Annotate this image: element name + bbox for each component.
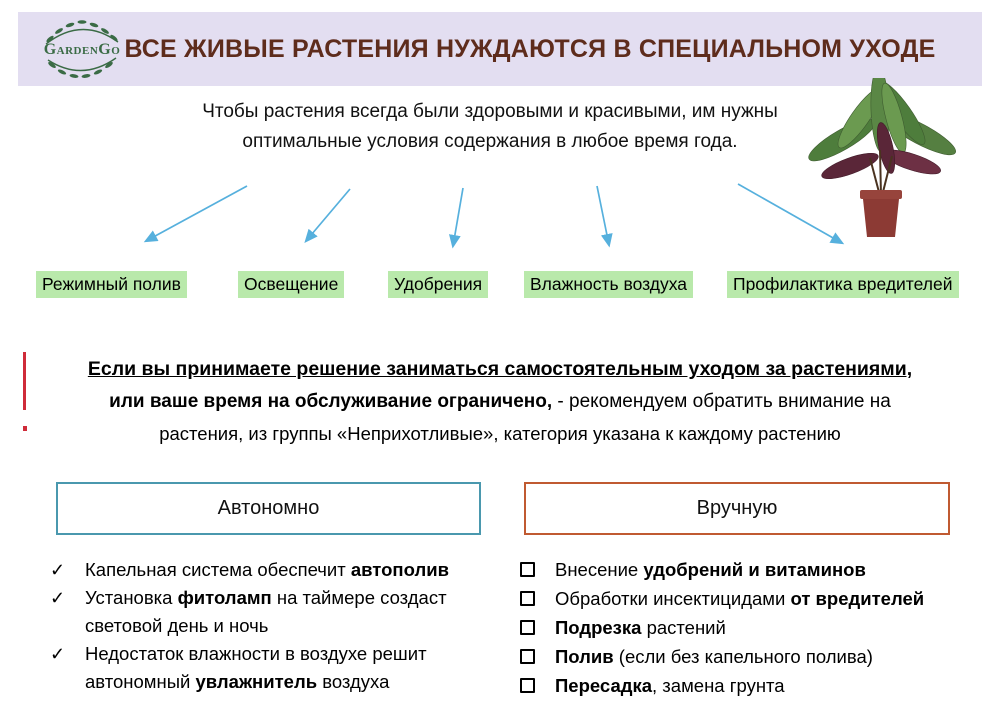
note-line2-rest: - рекомендуем обратить внимание на — [552, 391, 891, 412]
list-item — [50, 556, 462, 584]
list-item — [50, 640, 462, 696]
care-label-lighting: Освещение — [238, 271, 344, 298]
checkmark-icon: ✓ — [50, 644, 66, 664]
list-item — [520, 672, 956, 701]
arrow-to-watering — [146, 186, 247, 241]
list-item-text: Установка фитоламп на таймере создаст световой день и ночь — [85, 587, 447, 636]
list-item-text: Капельная система обеспечит автополив — [85, 559, 449, 580]
list-item — [520, 556, 956, 585]
note-line3: растения, из группы «Неприхотливые», категория указана к каждому растению — [159, 423, 841, 444]
arrow-to-lighting — [306, 189, 350, 241]
checkbox-icon — [520, 556, 555, 585]
checkmark-icon: ✓ — [50, 588, 66, 608]
note-line2 — [35, 386, 965, 418]
list-item-text: Полив (если без капельного полива) — [555, 646, 873, 667]
list-item-text: Подрезка растений — [555, 617, 726, 638]
box-autonomous — [56, 482, 481, 535]
note-line1: Если вы принимаете решение заниматься самостоятельным уходом за растениями, — [87, 358, 913, 380]
list-item — [50, 584, 462, 640]
care-label-fertilizer: Удобрения — [388, 271, 488, 298]
manual-list — [520, 556, 956, 701]
arrow-to-fertilizer — [453, 188, 463, 246]
list-item-text: Недостаток влажности в воздухе решит автономный увлажнитель воздуха — [85, 643, 427, 692]
list-item — [520, 614, 956, 643]
note-paragraph — [35, 352, 965, 449]
page-title: ВСЕ ЖИВЫЕ РАСТЕНИЯ НУЖДАЮТСЯ В СПЕЦИАЛЬНОМ УХОДЕ — [124, 35, 936, 63]
checkbox-icon — [520, 643, 555, 672]
arrow-to-humidity — [597, 186, 609, 245]
header-banner — [18, 12, 982, 86]
list-item-text: Пересадка, замена грунта — [555, 675, 785, 696]
checkbox-icon — [520, 672, 555, 701]
box-manual — [524, 482, 950, 535]
red-accent-line — [23, 352, 26, 410]
box-autonomous-label: Автономно — [217, 497, 320, 519]
list-item — [520, 585, 956, 614]
note-line2-bold: или ваше время на обслуживание ограничено, — [109, 391, 553, 412]
care-label-pests: Профилактика вредителей — [727, 271, 959, 298]
care-label-humidity: Влажность воздуха — [524, 271, 693, 298]
list-item — [520, 643, 956, 672]
list-item-text: Обработки инсектицидами от вредителей — [555, 588, 925, 609]
logo-text: GardenGo — [43, 41, 121, 58]
intro-line-2: оптимальные условия содержания в любое время года. — [242, 131, 738, 152]
box-manual-label: Вручную — [696, 497, 778, 519]
checkbox-icon — [520, 614, 555, 643]
autonomous-list — [50, 556, 462, 696]
checkmark-icon: ✓ — [50, 560, 66, 580]
list-item-text: Внесение удобрений и витаминов — [555, 559, 866, 580]
care-label-watering: Режимный полив — [36, 271, 187, 298]
red-accent-dot — [23, 426, 27, 431]
intro-line-1: Чтобы растения всегда были здоровыми и красивыми, им нужны — [202, 101, 778, 122]
plant-image — [800, 78, 970, 243]
checkbox-icon — [520, 585, 555, 614]
intro-text — [150, 97, 830, 157]
